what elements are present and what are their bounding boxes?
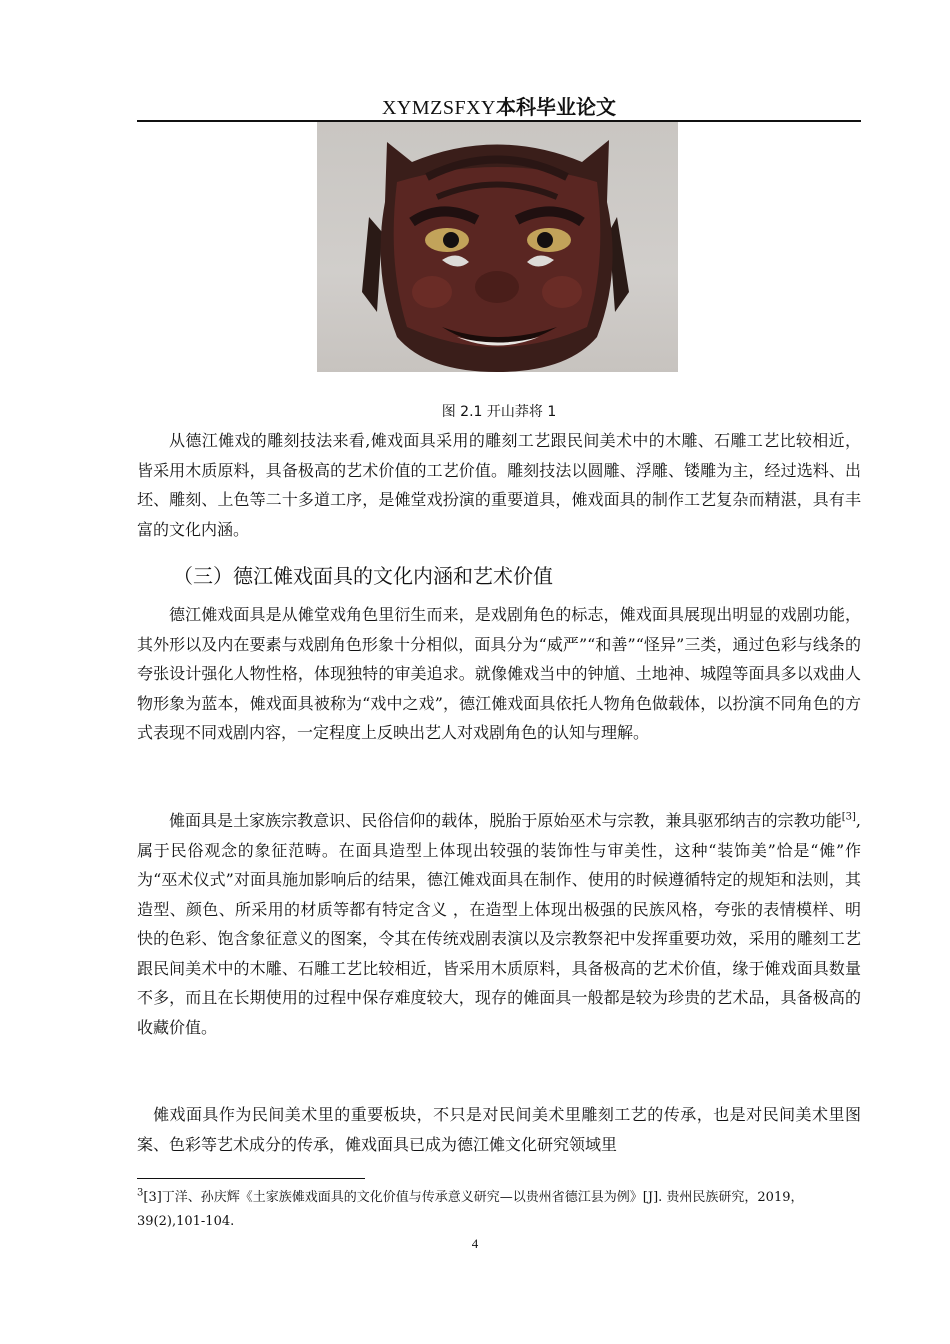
footnote xyxy=(137,1186,861,1234)
paragraph-1 xyxy=(137,426,861,544)
header-code: XYMZSFXY xyxy=(381,97,497,119)
footnote-divider xyxy=(137,1178,365,1179)
figure-caption: 图 2.1 开山莽将 1 xyxy=(441,404,557,420)
paragraph-text xyxy=(137,806,861,1042)
header-title: 本科毕业论文 xyxy=(496,95,617,119)
paragraph-text: 傩戏面具作为民间美术里的重要板块，不只是对民间美术里雕刻工艺的传承，也是对民间美术里图案、色彩等艺术成分的传承，傩戏面具已成为德江傩文化研究领域里 xyxy=(137,1105,861,1154)
mask-image xyxy=(317,122,678,372)
footnote-text: [3]丁洋、孙庆辉《土家族傩戏面具的文化价值与传承意义研究—以贵州省德江县为例》[J]. 贵州民族研究，2019，39(2),101-104. xyxy=(137,1190,804,1229)
citation-ref[interactable]: [3] xyxy=(841,811,856,823)
section-heading: （三）德江傩戏面具的文化内涵和艺术价值 xyxy=(173,564,553,588)
paragraph-text: 德江傩戏面具是从傩堂戏角色里衍生而来，是戏剧角色的标志，傩戏面具展现出明显的戏剧功能，其外形以及内在要素与戏剧角色形象十分相似，面具分为“威严”“和善”“怪异”三类，通过色彩与线条的夸张设计强化人物性格，体现独特的审美追求。就像傩戏当中的钟馗、土地神、城隍等面具多以戏曲人物形象为蓝本，傩戏面具被称为“戏中之戏”，德江傩戏面具依托人物角色做载体，以扮演不同角色的方式表现不同戏剧内容，一定程度上反映出艺人对戏剧角色的认知与理解。 xyxy=(137,605,861,742)
footnote-mark: 3 xyxy=(137,1187,144,1199)
paragraph-text-part: ,属于民俗观念的象征范畴。在面具造型上体现出较强的装饰性与审美性，这种“装饰美”恰是“傩”作为“巫术仪式”对面具施加影响后的结果，德江傩戏面具在制作、使用的时候遵循特定的规矩和法则，其造型、颜色、所采用的材质等都有特定含义 ，在造型上体现出极强的民族风格，夸张的表情模样、明快的色彩、饱含象征意义的图案，令其在传统戏剧表演以及宗教祭祀中发挥重要功效，采用的雕刻工艺跟民间美术中的木雕、石雕工艺比较相近，皆采用木质原料，具备极高的艺术价值，缘于傩戏面具数量不多，而且在长期使用的过程中保存难度较大，现存的傩面具一般都是较为珍贵的艺术品，具备极高的收藏价值。 xyxy=(137,811,861,1037)
paragraph-text: 从德江傩戏的雕刻技法来看,傩戏面具采用的雕刻工艺跟民间美术中的木雕、石雕工艺比较相近，皆采用木质原料，具备极高的艺术价值的工艺价值。雕刻技法以圆雕、浮雕、镂雕为主，经过选料、出坯、雕刻、上色等二十多道工序，是傩堂戏扮演的重要道具，傩戏面具的制作工艺复杂而精湛，具有丰富的文化内涵。 xyxy=(137,431,861,539)
paragraph-4 xyxy=(137,1100,861,1159)
paragraph-2 xyxy=(137,600,861,748)
paragraph-3 xyxy=(137,806,861,1042)
mask-icon xyxy=(317,122,678,372)
page-header xyxy=(137,94,861,122)
paragraph-text-part: 傩面具是土家族宗教意识、民俗信仰的载体，脱胎于原始巫术与宗教，兼具驱邪纳吉的宗教功能 xyxy=(169,811,842,830)
page-number: 4 xyxy=(471,1236,479,1251)
